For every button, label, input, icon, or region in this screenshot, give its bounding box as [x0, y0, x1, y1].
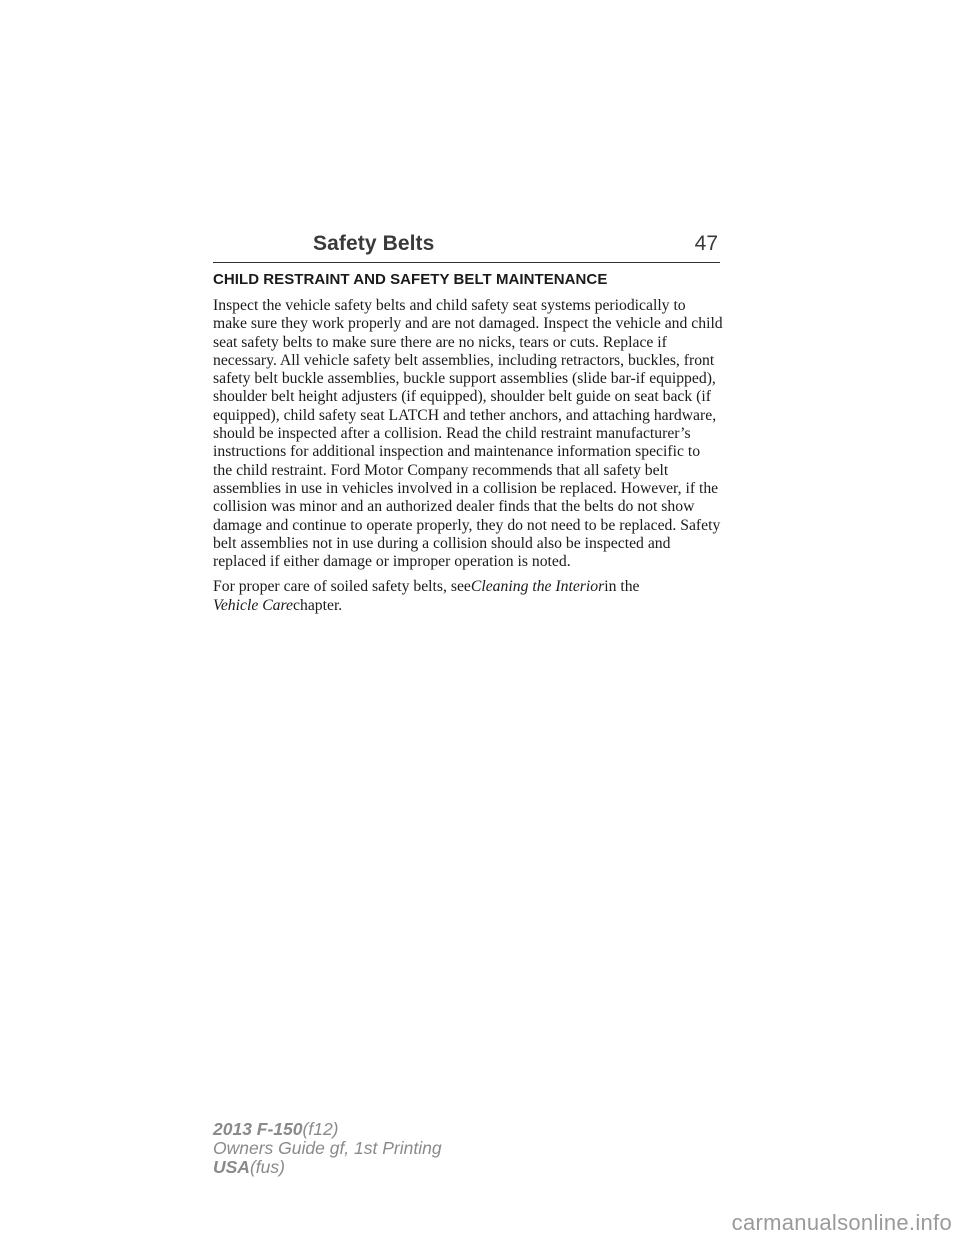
footer-market-code: (fus)	[249, 1157, 285, 1177]
chapter-title: Safety Belts	[313, 232, 435, 255]
cleaning-interior-reference[interactable]: Cleaning the Interior	[470, 578, 605, 596]
footer-market-line	[213, 1158, 442, 1177]
footer-model-code: (f12)	[302, 1119, 339, 1139]
maintenance-paragraph: Inspect the vehicle safety belts and child safety seat systems periodically to make sure they work properly and are not damaged. Inspect the vehicle and child seat safety belts to make sure there are no nicks, tears or cuts. Replace if necessary. All vehicle safety belt assemblies, including retractors, buckles, front safety belt buckle assemblies, buckle support assemblies (slide bar-if equipped), shoulder belt height adjusters (if equipped), shoulder belt guide on seat back (if equipped), child safety seat LATCH and tether anchors, and attaching hardware, should be inspected after a collision. Read the child restraint manufacturer’s instructions for additional inspection and maintenance information specific to the child restraint. Ford Motor Company recommends that all safety belt assemblies in use in vehicles involved in a collision be replaced. However, if the collision was minor and an authorized dealer finds that the belts do not show damage and continue to operate properly, they do not need to be replaced. Safety belt assemblies not in use during a collision should also be inspected and replaced if either damage or improper operation is noted.	[213, 297, 723, 571]
section-heading: CHILD RESTRAINT AND SAFETY BELT MAINTENANCE	[213, 271, 608, 288]
page-header	[213, 232, 720, 263]
document-footer	[213, 1120, 442, 1177]
site-watermark: carmanualsonline.info	[731, 1210, 952, 1235]
footer-model: 2013 F-150	[213, 1119, 303, 1139]
main-content	[213, 270, 723, 622]
footer-edition-line: Owners Guide gf, 1st Printing	[213, 1138, 442, 1158]
care-reference-paragraph	[213, 578, 723, 615]
vehicle-care-reference[interactable]: Vehicle Care	[213, 596, 294, 614]
page-number: 47	[694, 232, 718, 255]
care-reference-prefix: For proper care of soiled safety belts, see	[213, 578, 471, 596]
care-reference-middle: in the	[604, 578, 640, 596]
care-reference-suffix: chapter.	[293, 596, 343, 614]
footer-model-line	[213, 1120, 442, 1139]
footer-market: USA	[213, 1157, 250, 1177]
